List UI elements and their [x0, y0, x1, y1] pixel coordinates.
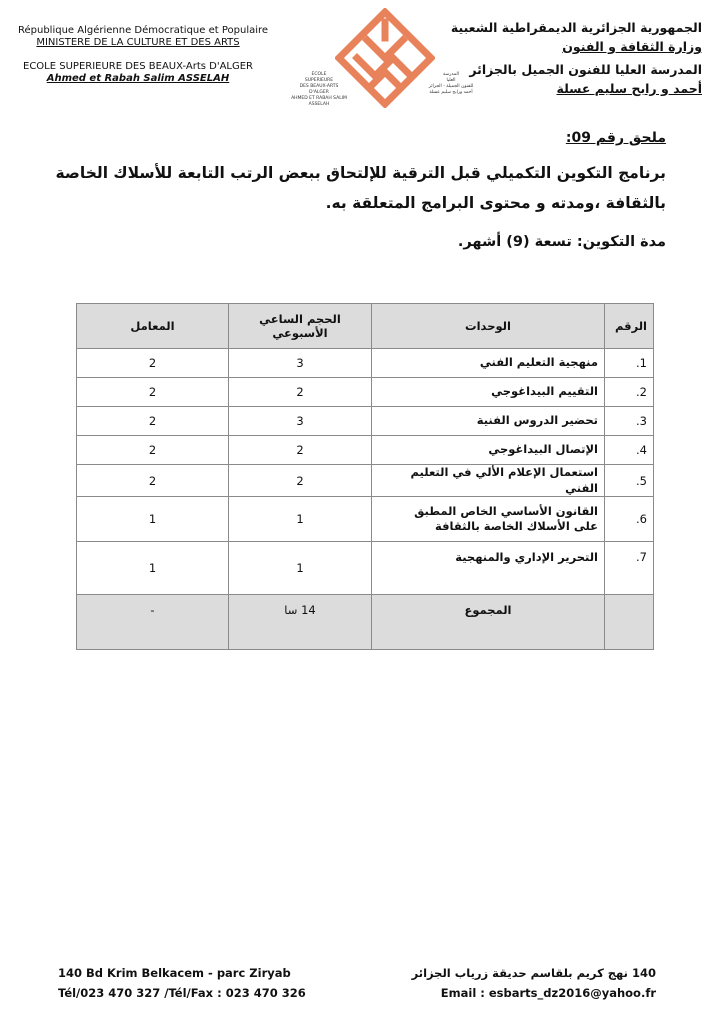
total-label: المجموع — [372, 595, 605, 650]
logo-caption-arabic: المدرسة العليا للفنون الجميلة - الجزائر أحمد ورابح سليم عسلة — [428, 72, 474, 96]
header-units: الوحدات — [372, 304, 605, 349]
footer-french — [58, 964, 306, 1003]
row-unit: التحرير الإداري والمنهجية — [372, 542, 605, 595]
table-header-row — [77, 304, 654, 349]
row-hours: 3 — [229, 349, 372, 378]
table-row — [77, 436, 654, 465]
table-row — [77, 465, 654, 497]
row-coefficient: 2 — [77, 436, 229, 465]
row-hours: 2 — [229, 378, 372, 407]
table-row — [77, 497, 654, 542]
table-row — [77, 542, 654, 595]
row-number: 4. — [605, 436, 654, 465]
table-row — [77, 378, 654, 407]
header-ar-school: المدرسة العليا للفنون الجميل بالجزائر — [469, 62, 702, 77]
row-coefficient: 2 — [77, 378, 229, 407]
row-unit: القانون الأساسي الخاص المطبق على الأسلاك الخاصة بالثقافة — [372, 497, 605, 542]
footer-arabic — [412, 964, 656, 1003]
row-coefficient: 1 — [77, 542, 229, 595]
row-unit: التقييم البيداغوجي — [372, 378, 605, 407]
footer-ar-address: 140 نهج كريم بلقاسم حديقة زرياب الجزائر — [411, 966, 656, 980]
row-number: 2. — [605, 378, 654, 407]
program-description-line-1: برنامج التكوين التكميلي قبل الترقية للإلتحاق ببعض الرتب التابعة للأسلاك الخاصة — [55, 164, 666, 182]
table-total-row — [77, 595, 654, 650]
row-number: 6. — [605, 497, 654, 542]
row-number: 1. — [605, 349, 654, 378]
total-coefficient: - — [77, 595, 229, 650]
training-duration: مدة التكوين: تسعة (9) أشهر. — [457, 234, 666, 250]
table-row — [77, 407, 654, 436]
table-row — [77, 349, 654, 378]
row-number: 3. — [605, 407, 654, 436]
annex-title: ملحق رقم 09: — [565, 130, 666, 146]
total-number-cell — [605, 595, 654, 650]
total-hours: 14 سا — [229, 595, 372, 650]
header-fr-ministry: MINISTERE DE LA CULTURE ET DES ARTS — [36, 37, 240, 48]
header-weekly-hours: الحجم الساعي الأسبوعي — [229, 304, 372, 349]
program-description-line-2: بالثقافة ،ومدته و محتوى البرامج المتعلقة به. — [325, 194, 666, 212]
row-hours: 2 — [229, 465, 372, 497]
header-fr-school: ECOLE SUPERIEURE DES BEAUX-Arts D'ALGER — [23, 61, 253, 72]
header-french — [18, 25, 269, 85]
header-ar-republic: الجمهورية الجزائرية الديمقراطية الشعبية — [450, 20, 702, 35]
row-unit: تحضير الدروس الفنية — [372, 407, 605, 436]
row-hours: 3 — [229, 407, 372, 436]
row-coefficient: 2 — [77, 349, 229, 378]
row-coefficient: 1 — [77, 497, 229, 542]
header-fr-republic: République Algérienne Démocratique et Populaire — [18, 25, 269, 36]
row-hours: 1 — [229, 542, 372, 595]
row-unit: الإتصال البيداغوجي — [372, 436, 605, 465]
logo-emblem-icon — [335, 8, 435, 108]
footer-email: Email : esbarts_dz2016@yahoo.fr — [440, 985, 656, 1000]
row-unit: منهجية التعليم الفني — [372, 349, 605, 378]
header-fr-names: Ahmed et Rabah Salim ASSELAH — [46, 73, 230, 84]
footer-fr-address: 140 Bd Krim Belkacem - parc Ziryab — [58, 966, 291, 980]
header-ar-ministry: وزارة الثقافة و الفنون — [562, 39, 702, 54]
row-hours: 1 — [229, 497, 372, 542]
row-number: 7. — [605, 542, 654, 595]
logo-caption-french: ECOLE SUPERIEURE DES BEAUX-ARTS D'ALGER AHMED ET RABAH SALIM ASSELAH — [291, 72, 347, 108]
header-coefficient: المعامل — [77, 304, 229, 349]
header-number: الرقم — [605, 304, 654, 349]
row-unit: استعمال الإعلام الألي في التعليم الفني — [372, 465, 605, 497]
footer-fr-phone: Tél/023 470 327 /Tél/Fax : 023 470 326 — [58, 985, 306, 1000]
row-number: 5. — [605, 465, 654, 497]
row-hours: 2 — [229, 436, 372, 465]
row-coefficient: 2 — [77, 407, 229, 436]
header-ar-names: أحمد و رابح سليم عسلة — [556, 81, 702, 96]
training-units-table — [76, 303, 654, 650]
row-coefficient: 2 — [77, 465, 229, 497]
